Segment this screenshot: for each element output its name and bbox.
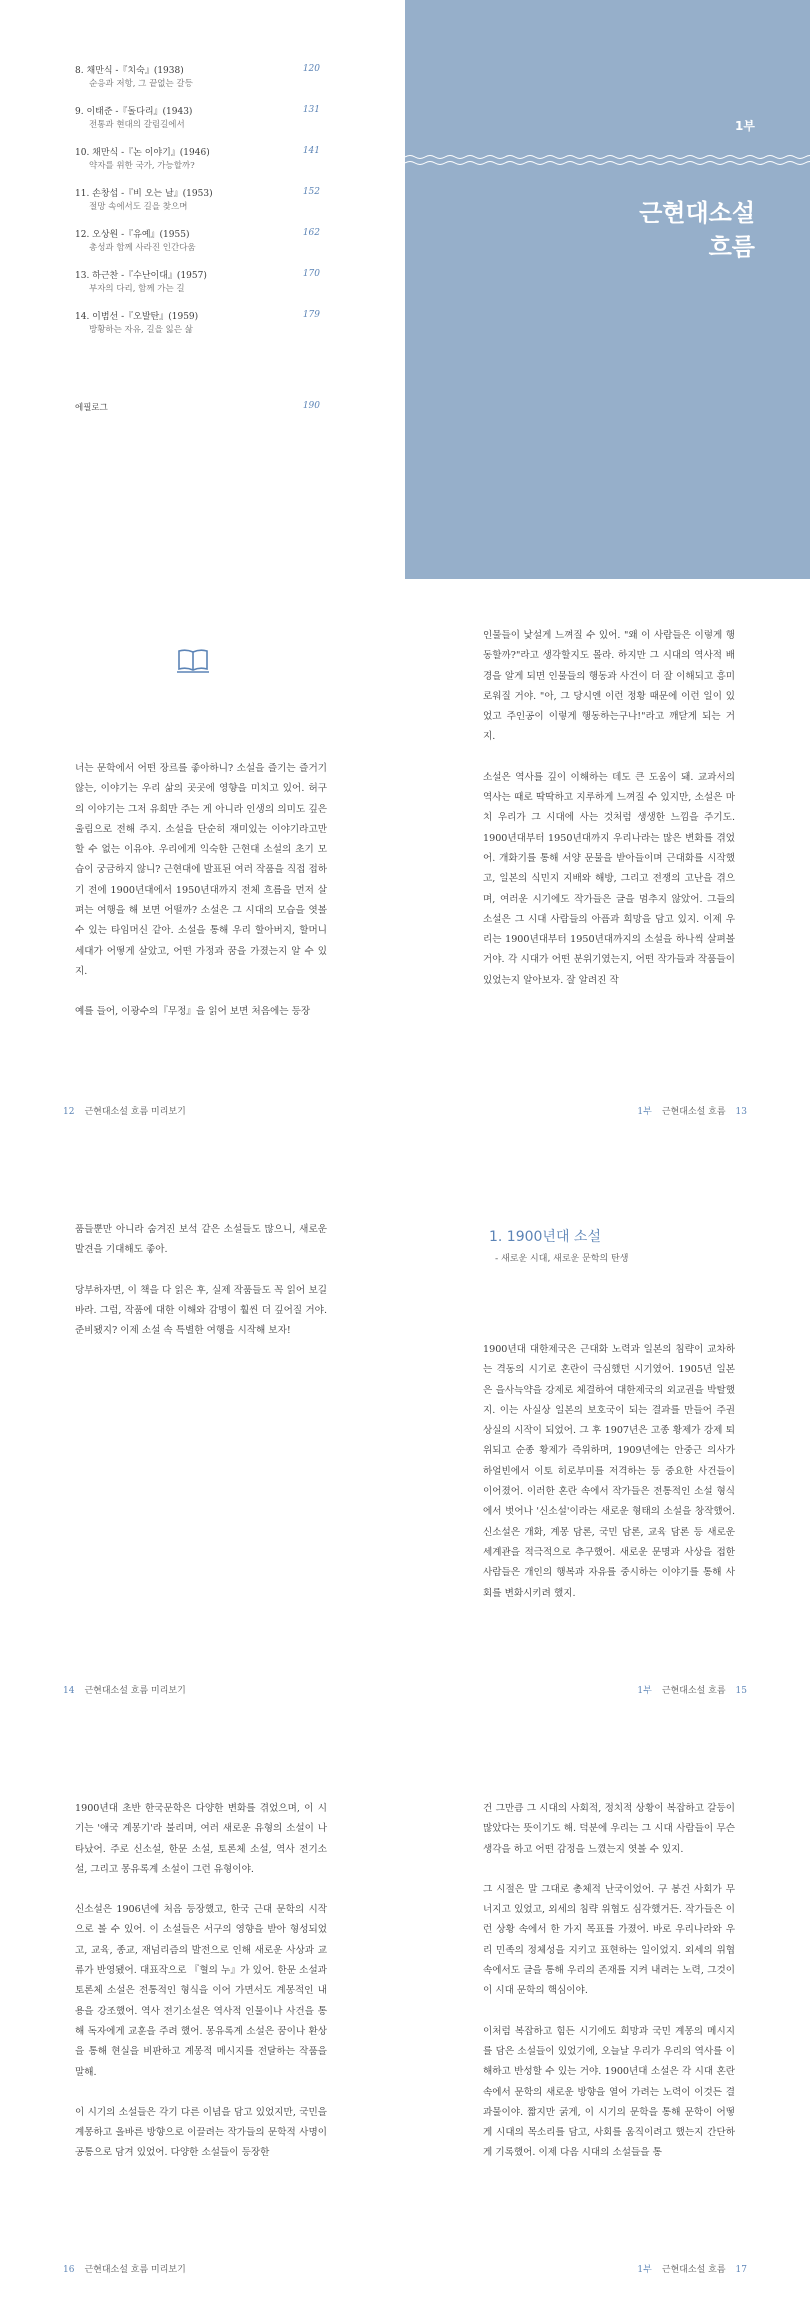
paragraph: 그 시절은 말 그대로 총체적 난국이었어. 구 봉건 사회가 무너지고 있었고, 외세의 침략 위협도 심각했거든. 작가들은 이런 상황 속에서 한 가지 목표를 가졌어. 바로 우리나라와 우리 민족의 정체성을 지키고 표현하는 일이었지. 외세의 위협 속에서도 글을 통해 우리의 존재를 지켜 내려는 노력, 그것이 이 시대 문학의 핵심이야. (483, 1883, 735, 1997)
folio (63, 2262, 196, 2275)
toc-item-title: 11. 손창섭 -『비 오는 날』(1953) (75, 189, 213, 199)
folio (637, 2262, 747, 2275)
toc-item[interactable] (75, 269, 320, 310)
toc-list (75, 64, 320, 351)
toc-item-subtitle: 전통과 현대의 갈림길에서 (89, 120, 185, 130)
paragraph: 소설은 역사를 깊이 이해하는 데도 큰 도움이 돼. 교과서의 역사는 때로 딱딱하고 지루하게 느껴질 수 있지만, 소설은 마치 우리가 그 시대에 사는 것처럼 생생한 느낌을 주기도. 1900년대부터 1950년대까지 우리나라는 많은 변화를 겪었어. 개화기를 통해 서양 문물을 받아들이며 근대화를 시작했고, 일본의 식민지 지배와 해방, 그리고 전쟁의 고난을 겪으며, 여러운 시기에도 작가들은 글을 멈추지 않았어. 그들의 소설은 그 시대 사람들의 아픔과 희망을 담고 있지. 이제 우리는 1900년대부터 1950년대까지의 소설을 하나씩 살펴볼 거야. 각 시대가 어떤 분위기였는지, 어떤 작가들과 작품들이 있었는지 알아보자. 잘 알려진 작 (483, 771, 735, 986)
part-label: 1부 (637, 1107, 652, 1117)
toc-item-subtitle: 방황하는 자유, 길을 잃은 삶 (89, 325, 193, 335)
page-number: 16 (63, 2265, 75, 2275)
toc-item-title: 14. 이범선 -『오발탄』(1959) (75, 312, 199, 322)
paragraph: 당부하자면, 이 책을 다 읽은 후, 실제 작품들도 꼭 읽어 보길 바라. 그럼, 작품에 대한 이해와 감명이 훨씬 더 깊어질 거야. 준비됐지? 이제 소설 속 특별한 여행을 시작해 보자! (75, 1284, 327, 1337)
folio (63, 1683, 196, 1696)
toc-item-title: 10. 채만식 -『논 이야기』(1946) (75, 148, 210, 158)
page-15 (405, 1158, 810, 1737)
toc-item-title: 13. 하근찬 -『수난이대』(1957) (75, 271, 207, 281)
toc-item-subtitle: 절망 속에서도 길을 찾으며 (89, 202, 188, 212)
folio (637, 1104, 747, 1117)
page-13 (405, 579, 810, 1158)
toc-item[interactable] (75, 105, 320, 146)
wave-divider (405, 152, 810, 168)
toc-item-page: 131 (302, 105, 320, 115)
body-text (483, 1340, 735, 1604)
toc-item[interactable] (75, 187, 320, 228)
part-title-page (405, 0, 810, 579)
running-head: 근현대소설 흐름 미리보기 (84, 1686, 186, 1696)
section-subtitle: - 새로운 시대, 새로운 문학의 탄생 (495, 1254, 629, 1264)
body-text (75, 1799, 327, 2164)
paragraph: 이처럼 복잡하고 힘든 시기에도 희망과 국민 계몽의 메시지를 담은 소설들이 있었기에, 오늘날 우리가 우리의 역사를 이해하고 반성할 수 있는 거야. 1900년대 소설은 각 시대 혼란 속에서 문학의 새로운 방향을 열어 가려는 노력이 이것든 결과물이야. 짧지만 굵게, 이 시기의 문학을 통해 문학이 어떻게 시대의 목소리를 담고, 사회를 움직이려고 했는지 간단하게 기록했어. 이제 다음 시대의 소설들을 통 (483, 2025, 735, 2159)
part-label: 1부 (637, 2265, 652, 2275)
toc-item-subtitle: 총성과 함께 사라진 인간다움 (89, 243, 196, 253)
body-text (75, 1220, 327, 1341)
toc-item-subtitle: 부자의 다리, 함께 가는 길 (89, 284, 185, 294)
toc-item-subtitle: 약자를 위한 국가, 가능할까? (89, 161, 195, 171)
page-number: 15 (735, 1686, 747, 1696)
part-title (639, 196, 755, 264)
paragraph: 이 시기의 소설들은 각기 다른 이념을 담고 있었지만, 국민을 계몽하고 올바른 방향으로 이끌려는 작가들의 문학적 사명이 공통으로 담겨 있었어. 다양한 소설들이 등장한 (75, 2106, 327, 2159)
paragraph: 예를 들어, 이광수의『무정』을 읽어 보면 처음에는 등장 (75, 1006, 311, 1018)
page-number: 17 (735, 2265, 747, 2275)
toc-page (0, 0, 405, 579)
part-label: 1부 (637, 1686, 652, 1696)
paragraph: 너는 문학에서 어떤 장르를 좋아하니? 소설을 즐기는 즐거기 않는, 이야기는 우리 삶의 곳곳에 영향을 미치고 있어. 허구의 이야기는 그저 유희만 주는 게 아니라 인생의 의미도 깊은 울림으로 전해 주지. 소설을 단순히 재미있는 이야기라고만 할 수 없는 이유야. 우리에게 익숙한 근현대 소설의 초기 모습이 궁금하지 않니? 근현대에 발표된 여러 작품을 직접 접하기 전에 1900년대에서 1950년대까지 전체 흐름을 먼저 살펴는 여행을 해 보면 어떨까? 소설은 그 시대의 모습을 엿볼 수 있는 타임머신 같아. 소설을 통해 우리 할아버지, 할머니 세대가 어떻게 살았고, 어떤 가정과 꿈을 가졌는지 알 수 있지. (75, 763, 327, 977)
toc-epilogue[interactable] (75, 401, 320, 413)
paragraph: 1900년대 초반 한국문학은 다양한 변화를 겪었으며, 이 시기는 '애국 계몽기'라 불리며, 여러 새로운 유형의 소설이 나타났어. 주로 신소설, 한문 소설, 토론체 소설, 역사 전기소설, 그리고 몽유록계 소설이 그런 유형이야. (75, 1803, 327, 1875)
section-title: 1. 1900년대 소설 (489, 1229, 601, 1245)
page-17 (405, 1737, 810, 2316)
toc-epilogue-page: 190 (302, 401, 320, 411)
running-head: 근현대소설 흐름 (661, 1107, 726, 1117)
running-head: 근현대소설 흐름 (661, 2265, 726, 2275)
page-16 (0, 1737, 405, 2316)
page-number: 12 (63, 1107, 75, 1117)
paragraph: 1900년대 대한제국은 근대화 노력과 일본의 침략이 교차하는 격동의 시기로 혼란이 극심했던 시기였어. 1905년 일본은 을사늑약을 강제로 체결하여 대한제국의 외교권을 박탈했지. 이는 사실상 일본의 보호국이 되는 결과를 만들어 주권 상실의 시작이 되었어. 그 후 1907년은 고종 황제가 강제 퇴위되고 순종 황제가 즉위하며, 1909년에는 안중근 의사가 하얼빈에서 이토 히로부미를 저격하는 등 중요한 사건들이 이어졌어. 이러한 혼란 속에서 작가들은 전통적인 소설 형식에서 벗어나 '신소설'이라는 새로운 형태의 소설을 창작했어. 신소설은 개화, 계몽 담론, 국민 담론, 교육 담론 등 새로운 세계관을 적극적으로 추구했어. 새로운 문명과 사상을 접한 사람들은 개인의 행복과 자유를 중시하는 이야기를 통해 사회를 변화시키려 했지. (483, 1344, 735, 1599)
toc-item-page: 170 (302, 269, 320, 279)
body-text (483, 1799, 735, 2164)
paragraph: 인물들이 낯설게 느껴질 수 있어. "왜 이 사람들은 이렇게 행동할까?"라고 생각할지도 몰라. 하지만 그 시대의 역사적 배경을 알게 되면 인물들의 행동과 사건이 더 잘 이해되고 흥미로워질 거야. "아, 그 당시엔 이런 정황 때문에 이런 일이 있었고 주인공이 이렇게 행동하는구나!"라고 깨닫게 되는 거지. (483, 630, 735, 743)
toc-item-page: 141 (302, 146, 320, 156)
toc-item-page: 162 (302, 228, 320, 238)
part-label: 1부 (735, 119, 755, 133)
running-head: 근현대소설 흐름 미리보기 (84, 1107, 186, 1117)
folio (637, 1683, 747, 1696)
page-number: 14 (63, 1686, 75, 1696)
part-title-line-2: 흐름 (708, 232, 755, 261)
toc-item-page: 120 (302, 64, 320, 74)
page-12 (0, 579, 405, 1158)
running-head: 근현대소설 흐름 미리보기 (84, 2265, 186, 2275)
body-text (483, 626, 735, 991)
page-number: 13 (735, 1107, 747, 1117)
running-head: 근현대소설 흐름 (661, 1686, 726, 1696)
toc-item[interactable] (75, 64, 320, 105)
toc-item-page: 179 (302, 310, 320, 320)
toc-item-title: 9. 이태준 -『돌다리』(1943) (75, 107, 193, 117)
page-14 (0, 1158, 405, 1737)
toc-epilogue-title: 에필로그 (75, 403, 108, 413)
toc-item-title: 8. 채만식 -『치숙』(1938) (75, 66, 184, 76)
paragraph: 신소설은 1906년에 처음 등장했고, 한국 근대 문학의 시작으로 볼 수 있어. 이 소설들은 서구의 영향을 받아 형성되었고, 교육, 종교, 재넘리즘의 발전으로 인해 새로운 사상과 교류가 반영됐어. 대표작으로 『혈의 누』가 있어. 한문 소설과 토론체 소설은 전통적인 형식을 이어 가면서도 계몽적인 내용을 강조했어. 역사 전기소설은 역사적 인물이나 사건을 통해 독자에게 교훈을 주려 했어. 몽유록계 소설은 꿈이나 환상을 통해 현실을 비판하고 계몽적 메시지를 전달하는 작품을 말해. (75, 1904, 327, 2078)
body-text (75, 759, 327, 1023)
toc-item-subtitle: 순응과 저항, 그 끝없는 갈등 (89, 79, 193, 89)
folio (63, 1104, 196, 1117)
paragraph: 품들뿐만 아니라 숨겨진 보석 같은 소설들도 많으니, 새로운 발견을 기대해도 좋아. (75, 1224, 327, 1256)
part-title-line-1: 근현대소설 (639, 198, 755, 227)
toc-item-page: 152 (302, 187, 320, 197)
paragraph: 건 그만큼 그 시대의 사회적, 정치적 상황이 복잡하고 갈등이 많았다는 뜻이기도 해. 덕분에 우리는 그 시대 사람들이 무슨 생각을 하고 어떤 감정을 느꼈는지 엿볼 수 있지. (483, 1803, 735, 1855)
book-icon (176, 646, 210, 674)
toc-item[interactable] (75, 310, 320, 351)
toc-item[interactable] (75, 146, 320, 187)
toc-item[interactable] (75, 228, 320, 269)
toc-item-title: 12. 오상원 -『유예』(1955) (75, 230, 190, 240)
